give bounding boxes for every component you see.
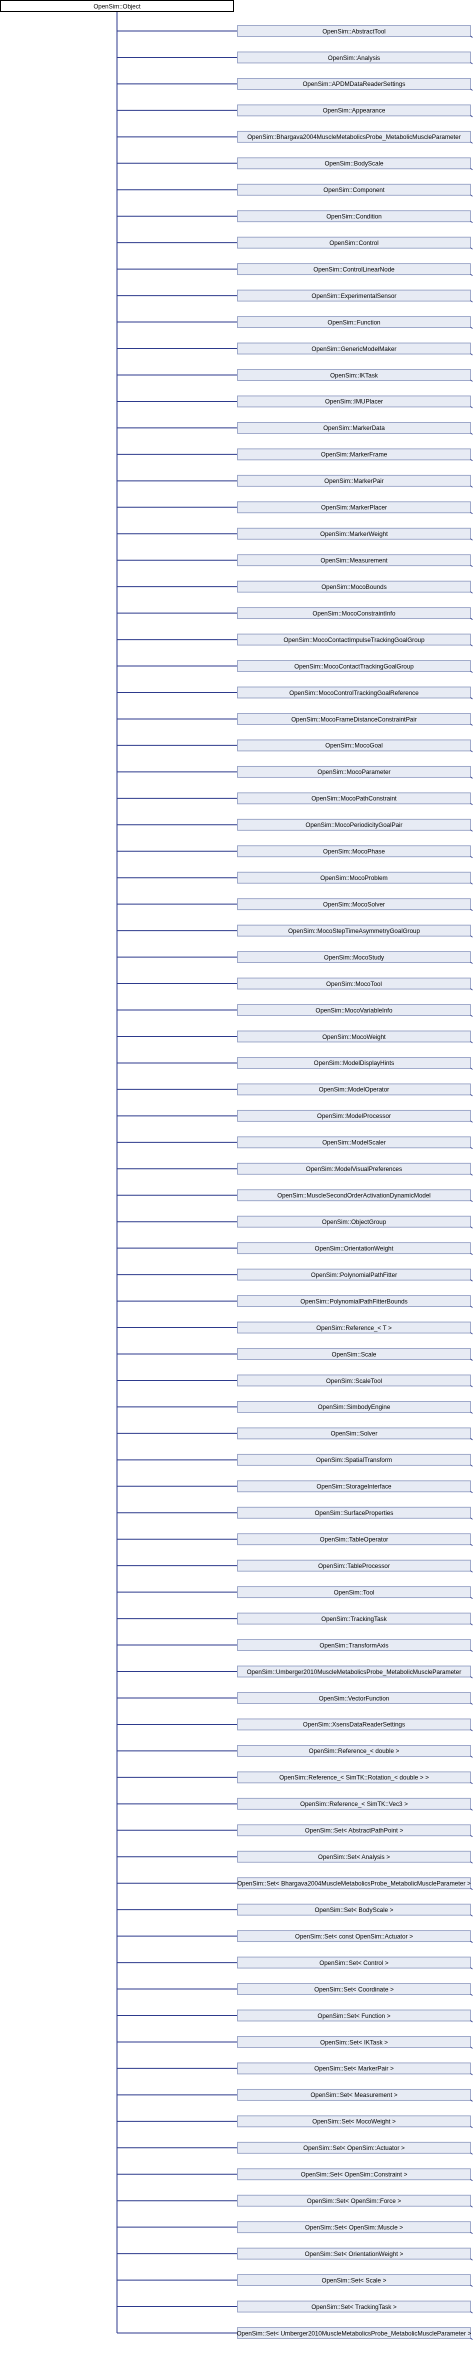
child-node-label: OpenSim::ModelVisualPreferences: [305, 1166, 403, 1174]
child-node-label: OpenSim::Appearance: [322, 107, 386, 115]
child-node-label: OpenSim::MuscleSecondOrderActivationDynamicModel: [277, 1192, 431, 1200]
child-node-label: OpenSim::MocoConstraintInfo: [312, 610, 396, 618]
child-node-label: OpenSim::Reference_< T >: [316, 1324, 392, 1332]
child-node-label: OpenSim::PolynomialPathFitterBounds: [300, 1298, 408, 1306]
child-node-label: OpenSim::Set< OpenSim::Actuator >: [303, 2145, 405, 2153]
child-node-label: OpenSim::Set< const OpenSim::Actuator >: [295, 1933, 413, 1941]
child-node-label: OpenSim::Set< OpenSim::Constraint >: [300, 2171, 408, 2179]
child-node[interactable]: [238, 1666, 473, 1678]
child-node-label: OpenSim::BodyScale: [324, 160, 384, 168]
child-node[interactable]: [238, 78, 473, 90]
child-node-label: OpenSim::Control: [329, 239, 379, 247]
child-node[interactable]: [238, 52, 473, 64]
child-node-label: OpenSim::MocoGoal: [325, 742, 383, 750]
child-node[interactable]: [238, 2275, 473, 2287]
child-node-label: OpenSim::Tool: [333, 1589, 375, 1597]
child-node-label: OpenSim::ModelOperator: [318, 1086, 390, 1094]
child-node-label: OpenSim::MarkerData: [323, 425, 385, 433]
child-node[interactable]: [238, 1745, 473, 1757]
child-node-label: OpenSim::MocoFrameDistanceConstraintPair: [291, 716, 417, 724]
child-node[interactable]: [238, 502, 473, 514]
child-node-label: OpenSim::PolynomialPathFitter: [310, 1271, 398, 1279]
child-node[interactable]: [238, 1957, 473, 1969]
child-node[interactable]: [237, 1878, 472, 1890]
child-node[interactable]: [238, 1481, 473, 1493]
child-node-label: OpenSim::Set< Scale >: [321, 2277, 387, 2285]
child-node[interactable]: [238, 2248, 473, 2260]
child-node-label: OpenSim::Set< Umberger2010MuscleMetabolicsProbe_MetabolicMuscleParameter >: [236, 2330, 472, 2338]
child-node[interactable]: [238, 1984, 473, 1996]
child-node[interactable]: [238, 264, 473, 276]
child-node[interactable]: [238, 1084, 473, 1096]
child-node-label: OpenSim::MarkerPair: [324, 478, 384, 486]
child-node[interactable]: [238, 1163, 473, 1175]
child-node-label: OpenSim::Condition: [326, 213, 382, 221]
child-node[interactable]: [238, 2195, 473, 2207]
child-node[interactable]: [238, 1851, 473, 1863]
child-node-label: OpenSim::MarkerPlacer: [320, 504, 388, 512]
child-node[interactable]: [238, 581, 473, 593]
child-node[interactable]: [238, 2142, 473, 2154]
child-node[interactable]: [238, 2063, 473, 2075]
child-node-label: OpenSim::Set< OpenSim::Force >: [306, 2198, 402, 2206]
child-node[interactable]: [237, 2328, 473, 2340]
child-node-label: OpenSim::TableProcessor: [318, 1562, 390, 1570]
child-node[interactable]: [238, 608, 473, 620]
child-node-label: OpenSim::Set< TrackingTask >: [311, 2303, 397, 2311]
child-node-label: OpenSim::VectorFunction: [318, 1695, 390, 1703]
child-node[interactable]: [238, 634, 473, 646]
child-node[interactable]: [238, 793, 473, 805]
child-node-label: OpenSim::ScaleTool: [325, 1377, 383, 1385]
child-node[interactable]: [238, 555, 473, 567]
child-node[interactable]: [238, 449, 473, 461]
child-node-label: OpenSim::MocoPathConstraint: [311, 795, 397, 803]
child-node[interactable]: [238, 1507, 473, 1519]
child-node-label: OpenSim::Set< Measurement >: [310, 2092, 398, 2100]
child-node[interactable]: [238, 184, 473, 196]
child-node[interactable]: [238, 1137, 473, 1149]
child-node[interactable]: [238, 237, 473, 249]
child-node-label: OpenSim::IKTask: [330, 372, 378, 380]
child-node-label: OpenSim::MocoProblem: [320, 875, 388, 883]
child-node-label: OpenSim::MocoContactImpulseTrackingGoalGroup: [283, 636, 425, 644]
child-node-label: OpenSim::APDMDataReaderSettings: [302, 81, 406, 89]
child-node[interactable]: [238, 872, 473, 884]
child-node-label: OpenSim::MocoPeriodicityGoalPair: [305, 822, 403, 830]
child-node[interactable]: [238, 819, 473, 831]
child-node-label: OpenSim::Reference_< SimTK::Vec3 >: [300, 1801, 408, 1809]
child-node[interactable]: [238, 1454, 473, 1466]
child-node[interactable]: [238, 2036, 473, 2048]
child-node-label: OpenSim::Scale: [331, 1351, 377, 1359]
child-node[interactable]: [238, 1428, 473, 1440]
child-node-label: OpenSim::StorageInterface: [316, 1483, 392, 1491]
child-node[interactable]: [238, 369, 473, 381]
child-node[interactable]: [238, 1375, 473, 1387]
child-node-label: OpenSim::SpatialTransform: [315, 1457, 393, 1465]
child-node[interactable]: [238, 2089, 473, 2101]
child-node-label: OpenSim::TableOperator: [319, 1536, 389, 1544]
child-node[interactable]: [238, 846, 473, 858]
inheritance-edges: [117, 12, 237, 2333]
child-node-label: OpenSim::SimbodyEngine: [317, 1404, 391, 1412]
child-node[interactable]: [238, 1243, 473, 1255]
child-node[interactable]: [238, 925, 473, 937]
child-node[interactable]: [238, 290, 473, 302]
child-node-label: OpenSim::MocoContactTrackingGoalGroup: [294, 663, 414, 671]
child-node-label: OpenSim::Measurement: [320, 557, 388, 565]
child-node[interactable]: [238, 1534, 473, 1546]
child-node[interactable]: [238, 1296, 473, 1308]
child-node-label: OpenSim::XsensDataReaderSettings: [302, 1721, 406, 1729]
child-node-label: OpenSim::MocoTool: [326, 980, 382, 988]
child-node[interactable]: [238, 740, 473, 752]
child-node[interactable]: [238, 26, 473, 38]
root-node-label: OpenSim::Object: [93, 3, 141, 11]
child-node-label: OpenSim::MocoParameter: [317, 769, 391, 777]
child-node[interactable]: [238, 422, 473, 434]
child-node[interactable]: [238, 1719, 473, 1731]
child-node[interactable]: [238, 1031, 473, 1043]
child-node-label: OpenSim::Set< OrientationWeight >: [304, 2250, 404, 2258]
child-node[interactable]: [238, 978, 473, 990]
child-node-label: OpenSim::MocoVariableInfo: [315, 1007, 393, 1015]
child-node-label: OpenSim::MocoStudy: [323, 954, 385, 962]
child-node[interactable]: [238, 1349, 473, 1361]
child-node-label: OpenSim::MocoSolver: [323, 901, 385, 909]
child-node-label: OpenSim::Set< OpenSim::Muscle >: [304, 2224, 404, 2232]
child-node-label: OpenSim::MocoControlTrackingGoalReference: [289, 689, 419, 697]
child-node-label: OpenSim::Set< IKTask >: [320, 2039, 388, 2047]
child-node-label: OpenSim::Set< Control >: [319, 1959, 389, 1967]
child-node[interactable]: [238, 899, 473, 911]
child-node-label: OpenSim::MarkerFrame: [320, 451, 388, 459]
child-node-label: OpenSim::TransformAxis: [319, 1642, 389, 1650]
child-node-label: OpenSim::Bhargava2004MuscleMetabolicsProbe_MetabolicMuscleParameter: [247, 134, 461, 142]
child-node[interactable]: [238, 343, 473, 355]
child-node-label: OpenSim::Set< Coordinate >: [314, 1986, 394, 1994]
child-node-label: OpenSim::SurfaceProperties: [314, 1510, 394, 1518]
child-node[interactable]: [238, 2169, 473, 2181]
child-node[interactable]: [238, 475, 473, 487]
child-node[interactable]: [238, 766, 473, 778]
child-node-label: OpenSim::Solver: [330, 1430, 378, 1438]
child-node[interactable]: [238, 1904, 473, 1916]
child-node-label: OpenSim::IMUPlacer: [324, 398, 384, 406]
child-node[interactable]: [238, 1057, 473, 1069]
child-node-label: OpenSim::Umberger2010MuscleMetabolicsProbe_MetabolicMuscleParameter: [246, 1668, 462, 1676]
child-node[interactable]: [238, 1216, 473, 1228]
child-node-label: OpenSim::OrientationWeight: [314, 1245, 394, 1253]
child-node[interactable]: [238, 1692, 473, 1704]
child-node[interactable]: [238, 105, 473, 117]
child-node[interactable]: [238, 1640, 473, 1652]
child-node[interactable]: [238, 211, 473, 223]
child-node-label: OpenSim::ControlLinearNode: [313, 266, 395, 274]
child-node[interactable]: [238, 1587, 473, 1599]
child-node-label: OpenSim::Set< Function >: [317, 2012, 391, 2020]
child-node-label: OpenSim::ModelDisplayHints: [313, 1060, 395, 1068]
child-node[interactable]: [238, 1931, 473, 1943]
child-node[interactable]: [238, 158, 473, 170]
child-node[interactable]: [238, 528, 473, 540]
child-node[interactable]: [238, 1005, 473, 1017]
child-node[interactable]: [238, 2301, 473, 2313]
child-node-label: OpenSim::ExperimentalSensor: [311, 292, 397, 300]
child-node[interactable]: [238, 1322, 473, 1334]
child-node-label: OpenSim::Set< Analysis >: [318, 1854, 390, 1862]
child-node[interactable]: [238, 1190, 473, 1202]
child-node[interactable]: [238, 713, 473, 725]
child-node-label: OpenSim::AbstractTool: [322, 28, 386, 36]
child-node[interactable]: [238, 952, 473, 964]
child-node[interactable]: [238, 1401, 473, 1413]
child-node-label: OpenSim::Set< MocoWeight >: [312, 2118, 396, 2126]
child-node-label: OpenSim::MocoStepTimeAsymmetryGoalGroup: [288, 927, 420, 935]
child-node-label: OpenSim::MarkerWeight: [320, 531, 388, 539]
child-node-label: OpenSim::ModelScaler: [322, 1139, 386, 1147]
child-node[interactable]: [238, 661, 473, 673]
child-node-label: OpenSim::Set< BodyScale >: [314, 1906, 394, 1914]
child-node[interactable]: [238, 1613, 473, 1625]
child-node[interactable]: [238, 131, 473, 143]
child-node-label: OpenSim::ModelProcessor: [317, 1113, 391, 1121]
child-node[interactable]: [238, 2116, 473, 2128]
child-node[interactable]: [238, 1560, 473, 1572]
child-node-label: OpenSim::Set< MarkerPair >: [314, 2065, 394, 2073]
child-node[interactable]: [238, 1825, 473, 1837]
child-node[interactable]: [238, 317, 473, 329]
child-node[interactable]: [238, 1798, 473, 1810]
child-node-label: OpenSim::MocoBounds: [321, 583, 387, 591]
child-node-label: OpenSim::Analysis: [327, 54, 381, 62]
child-node[interactable]: [238, 1269, 473, 1281]
child-node[interactable]: [238, 1772, 473, 1784]
child-node-label: OpenSim::MocoWeight: [322, 1033, 386, 1041]
child-node-label: OpenSim::TrackingTask: [321, 1615, 387, 1623]
child-node-label: OpenSim::Reference_< SimTK::Rotation_< double > >: [279, 1774, 429, 1782]
child-node-label: OpenSim::Function: [327, 319, 381, 327]
child-node-label: OpenSim::Component: [323, 187, 385, 195]
child-node-label: OpenSim::MocoPhase: [323, 848, 385, 856]
child-node[interactable]: [238, 2010, 473, 2022]
child-node-label: OpenSim::ObjectGroup: [321, 1219, 387, 1226]
child-node[interactable]: [238, 2222, 473, 2234]
child-node[interactable]: [238, 687, 473, 699]
root-node[interactable]: [1, 1, 234, 12]
child-node-label: OpenSim::GenericModelMaker: [311, 345, 397, 353]
child-node[interactable]: [238, 1110, 473, 1122]
child-node[interactable]: [238, 396, 473, 408]
child-node-label: OpenSim::Reference_< double >: [308, 1748, 400, 1756]
child-node-label: OpenSim::Set< AbstractPathPoint >: [304, 1827, 404, 1835]
child-node-label: OpenSim::Set< Bhargava2004MuscleMetabolicsProbe_MetabolicMuscleParameter >: [237, 1880, 471, 1888]
